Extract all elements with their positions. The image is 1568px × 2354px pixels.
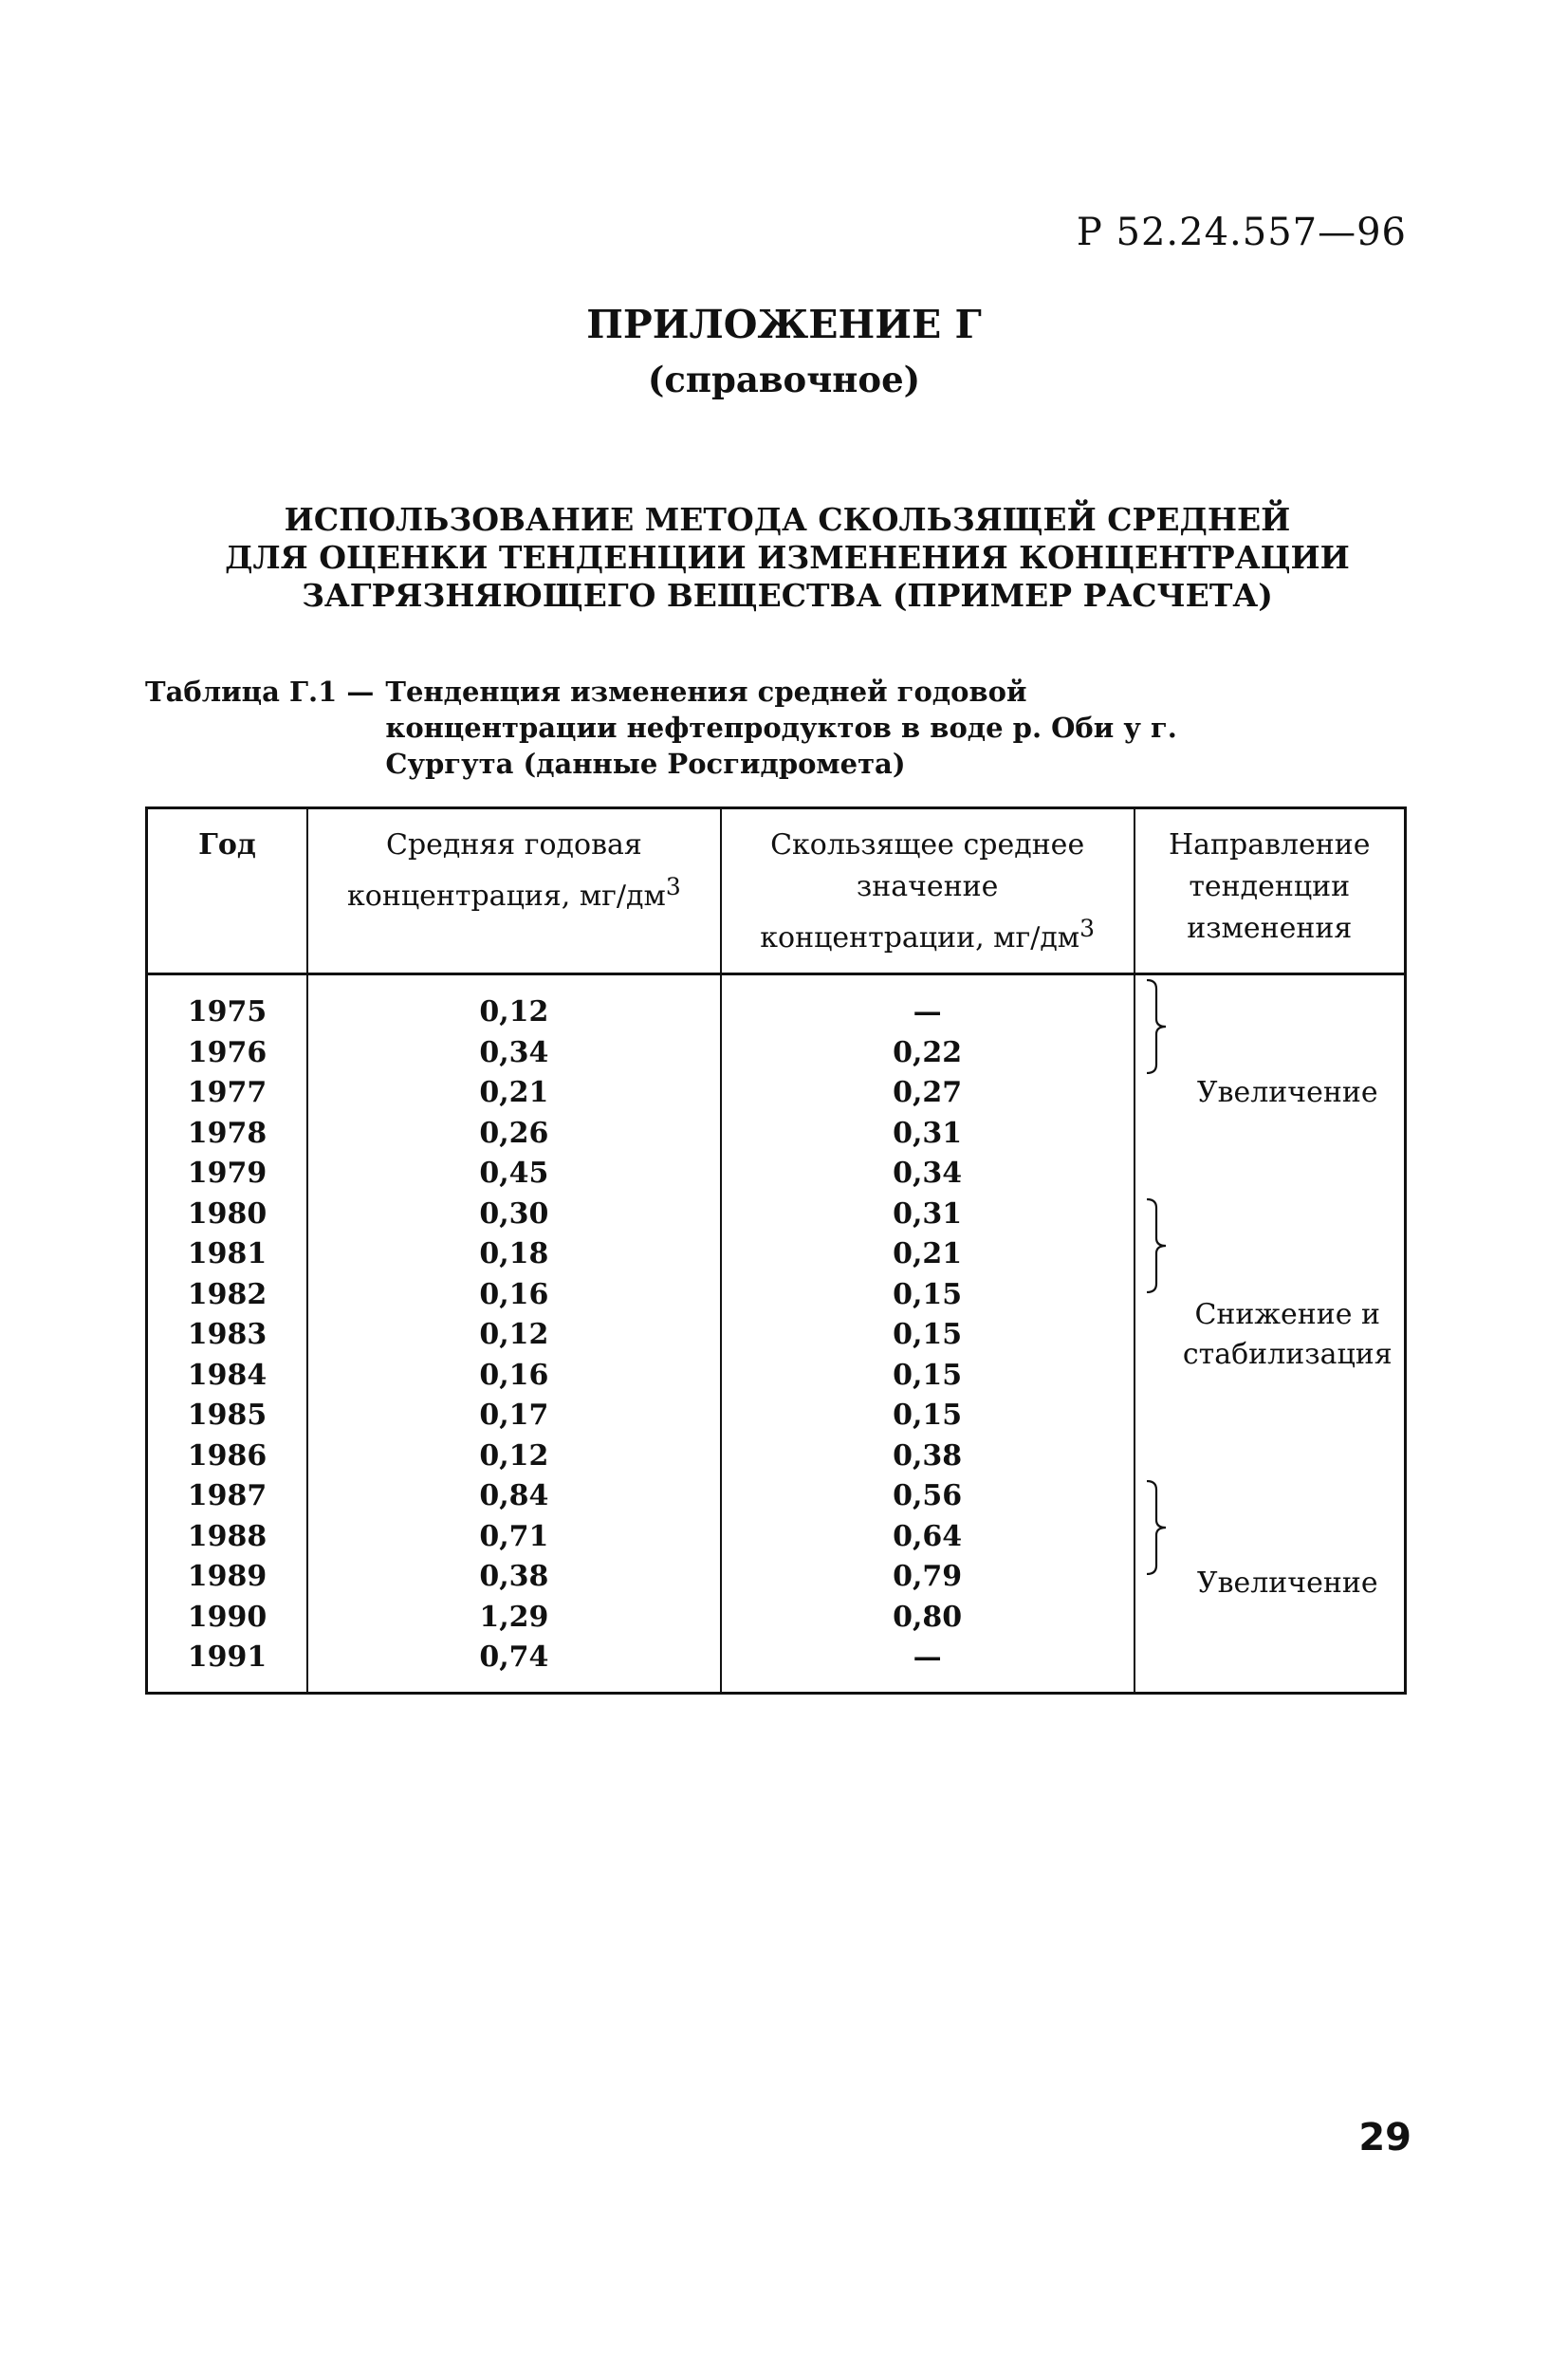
cell-year: 1982: [147, 1275, 308, 1316]
cell-trend: [1134, 974, 1406, 1195]
cell-average: 0,45: [307, 1154, 721, 1195]
document-code: Р 52.24.557—96: [1076, 211, 1407, 254]
cell-moving-average: 0,56: [721, 1476, 1134, 1517]
header-year: [147, 808, 308, 974]
cell-year: 1980: [147, 1195, 308, 1235]
header-moving-average: [721, 808, 1134, 974]
cell-average: 0,34: [307, 1033, 721, 1074]
trend-label-line: Увеличение: [1196, 1076, 1378, 1109]
cell-average: 0,26: [307, 1114, 721, 1155]
table-row: [147, 1476, 1406, 1517]
trend-label: [1161, 1564, 1378, 1603]
trend-label: [1147, 1295, 1393, 1375]
cell-trend: [1134, 1476, 1406, 1693]
header-moving-line: значение: [856, 870, 999, 903]
cell-moving-average: 0,21: [721, 1234, 1134, 1275]
section-heading-line: ЗАГРЯЗНЯЮЩЕГО ВЕЩЕСТВА (ПРИМЕР РАСЧЕТА): [302, 577, 1273, 614]
cell-year: 1991: [147, 1638, 308, 1693]
cell-moving-average: 0,79: [721, 1557, 1134, 1598]
appendix-title: ПРИЛОЖЕНИЕ Г: [586, 302, 982, 347]
cell-moving-average: 0,15: [721, 1275, 1134, 1316]
cell-moving-average: 0,31: [721, 1114, 1134, 1155]
cell-average: 0,71: [307, 1517, 721, 1558]
header-moving-unit: концентрации, мг/дм: [760, 921, 1080, 955]
cell-moving-average: 0,15: [721, 1315, 1134, 1356]
table-row: [147, 1195, 1406, 1235]
brace-icon: [1145, 1198, 1168, 1293]
cell-year: 1989: [147, 1557, 308, 1598]
cell-average: 0,16: [307, 1275, 721, 1316]
cell-year: 1987: [147, 1476, 308, 1517]
cell-moving-average: 0,80: [721, 1598, 1134, 1639]
header-moving-superscript: 3: [1079, 915, 1096, 942]
cell-average: 0,84: [307, 1476, 721, 1517]
cell-year: 1986: [147, 1436, 308, 1477]
cell-year: 1990: [147, 1598, 308, 1639]
cell-average: 0,18: [307, 1234, 721, 1275]
cell-year: 1984: [147, 1356, 308, 1397]
table-body: [147, 974, 1406, 1694]
header-average-unit: концентрация, мг/дм: [347, 880, 666, 913]
cell-average: 0,74: [307, 1638, 721, 1693]
table-caption-label: Таблица Г.1 —: [145, 676, 375, 708]
table-row: [147, 974, 1406, 1033]
cell-year: 1978: [147, 1114, 308, 1155]
header-year-label: Год: [198, 828, 256, 862]
section-heading: [218, 501, 1356, 615]
header-average: [307, 808, 721, 974]
concentration-table: [145, 806, 1407, 1695]
brace-icon: [1145, 1480, 1168, 1575]
cell-year: 1976: [147, 1033, 308, 1074]
cell-moving-average: —: [721, 974, 1134, 1033]
cell-year: 1981: [147, 1234, 308, 1275]
cell-trend: [1134, 1195, 1406, 1477]
trend-label-line: Увеличение: [1196, 1566, 1378, 1600]
cell-moving-average: 0,34: [721, 1154, 1134, 1195]
header-trend-line: тенденции: [1189, 870, 1351, 903]
table-caption: [145, 674, 1258, 782]
cell-moving-average: 0,15: [721, 1396, 1134, 1436]
trend-label-line: Снижение и: [1194, 1298, 1381, 1331]
cell-moving-average: —: [721, 1638, 1134, 1693]
cell-year: 1977: [147, 1073, 308, 1114]
header-average-line: [318, 866, 710, 918]
cell-moving-average: 0,27: [721, 1073, 1134, 1114]
cell-moving-average: 0,22: [721, 1033, 1134, 1074]
cell-average: 0,30: [307, 1195, 721, 1235]
table-caption-text: Тенденция изменения средней годовой концентрации нефтепродуктов в воде р. Оби у г. Сургута (данные Росгидромета): [385, 676, 1177, 780]
trend-label: [1161, 1073, 1378, 1113]
cell-average: 0,17: [307, 1396, 721, 1436]
cell-year: 1975: [147, 974, 308, 1033]
header-average-line: Средняя годовая: [386, 828, 642, 862]
header-trend-line: изменения: [1187, 912, 1353, 945]
header-trend: [1134, 808, 1406, 974]
header-average-superscript: 3: [665, 873, 681, 900]
cell-moving-average: 0,64: [721, 1517, 1134, 1558]
header-moving-line: Скользящее среднее: [770, 828, 1085, 862]
appendix-note: (справочное): [647, 359, 921, 400]
section-heading-line: ДЛЯ ОЦЕНКИ ТЕНДЕНЦИИ ИЗМЕНЕНИЯ КОНЦЕНТРАЦИИ: [225, 539, 1350, 576]
cell-average: 0,21: [307, 1073, 721, 1114]
cell-moving-average: 0,38: [721, 1436, 1134, 1477]
header-moving-line: [731, 908, 1124, 959]
table-header-row: [147, 808, 1406, 974]
trend-label-line: стабилизация: [1182, 1338, 1393, 1371]
cell-average: 0,12: [307, 1315, 721, 1356]
cell-average: 0,16: [307, 1356, 721, 1397]
page-number: 29: [1358, 2116, 1411, 2159]
cell-moving-average: 0,15: [721, 1356, 1134, 1397]
header-trend-line: Направление: [1168, 828, 1371, 862]
cell-average: 0,12: [307, 1436, 721, 1477]
section-heading-line: ИСПОЛЬЗОВАНИЕ МЕТОДА СКОЛЬЗЯЩЕЙ СРЕДНЕЙ: [284, 501, 1291, 538]
brace-icon: [1145, 979, 1168, 1074]
cell-year: 1979: [147, 1154, 308, 1195]
cell-average: 1,29: [307, 1598, 721, 1639]
cell-year: 1985: [147, 1396, 308, 1436]
cell-moving-average: 0,31: [721, 1195, 1134, 1235]
cell-average: 0,38: [307, 1557, 721, 1598]
cell-year: 1988: [147, 1517, 308, 1558]
cell-year: 1983: [147, 1315, 308, 1356]
cell-average: 0,12: [307, 974, 721, 1033]
